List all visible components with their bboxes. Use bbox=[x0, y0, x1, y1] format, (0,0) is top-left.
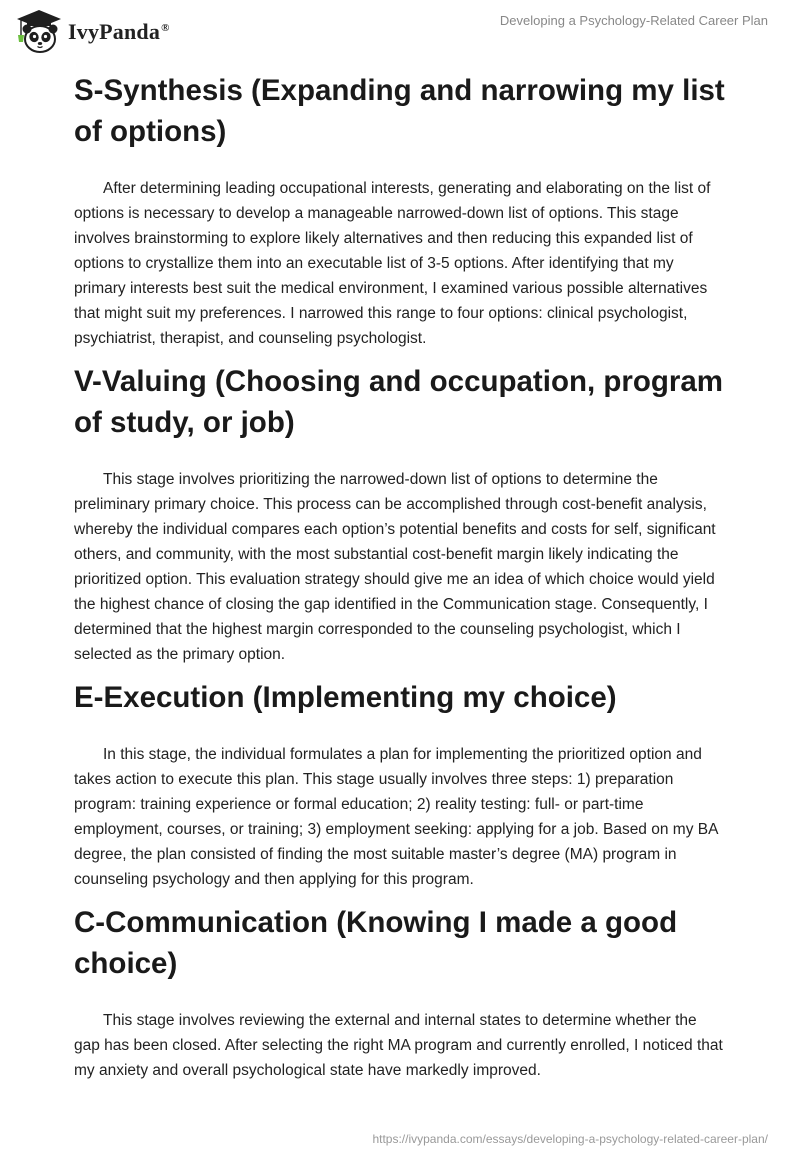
section-paragraph: This stage involves reviewing the external and internal states to determine whether the gap has been closed. After selecting the right MA program and currently enrolled, I noticed that my anxiety and overall psychological state have markedly improved. bbox=[74, 1012, 723, 1079]
section-synthesis bbox=[74, 70, 726, 351]
logo-wordmark: IvyPanda® bbox=[68, 19, 170, 44]
registered-mark: ® bbox=[161, 21, 170, 34]
ivypanda-logo[interactable] bbox=[14, 8, 170, 54]
section-paragraph: In this stage, the individual formulates a plan for implementing the prioritized option and takes action to execute this plan. This stage usually involves three steps: 1) preparation program: training experience or formal education; 2) reality testing: full- or part-time employment, courses, or training; 3) employment seeking: applying for a job. Based on my BA degree, the plan consisted of finding the most suitable master’s degree (MA) program in counseling psychology and then applying for this program. bbox=[74, 746, 718, 888]
section-valuing bbox=[74, 361, 726, 667]
section-heading: V-Valuing (Choosing and occupation, program of study, or job) bbox=[74, 365, 724, 439]
document-title: Developing a Psychology-Related Career Plan bbox=[499, 13, 768, 28]
page-header bbox=[0, 0, 800, 64]
essay-body bbox=[74, 70, 726, 1083]
section-paragraph: After determining leading occupational interests, generating and elaborating on the list of options is necessary to develop a manageable narrowed-down list of options. This stage involves brainstorming to explore likely alternatives and then reducing this expanded list of options to crystallize them into an executable list of 3-5 options. After identifying that my primary interests best suit the medical environment, I examined various possible alternatives that might suit my preferences. I narrowed this range to four options: clinical psychologist, psychiatrist, therapist, and counseling psychologist. bbox=[74, 180, 711, 347]
section-execution bbox=[74, 677, 726, 892]
section-heading: C-Communication (Knowing I made a good choice) bbox=[74, 906, 678, 980]
panda-graduate-icon bbox=[14, 8, 64, 54]
section-heading: E-Execution (Implementing my choice) bbox=[74, 681, 617, 714]
source-url[interactable]: https://ivypanda.com/essays/developing-a-psychology-related-career-plan/ bbox=[372, 1132, 768, 1146]
section-heading: S-Synthesis (Expanding and narrowing my list of options) bbox=[74, 74, 725, 148]
section-communication bbox=[74, 902, 726, 1083]
section-paragraph: This stage involves prioritizing the narrowed-down list of options to determine the preliminary primary choice. This process can be accomplished through cost-benefit analysis, whereby the individual compares each option’s potential benefits and costs for self, significant others, and community, with the most substantial cost-benefit margin likely indicating the prioritized option. This evaluation strategy should give me an idea of which choice would yield the highest chance of closing the gap identified in the Communication stage. Consequently, I determined that the highest margin corresponded to the counseling psychologist, which I selected as the primary option. bbox=[74, 471, 716, 663]
